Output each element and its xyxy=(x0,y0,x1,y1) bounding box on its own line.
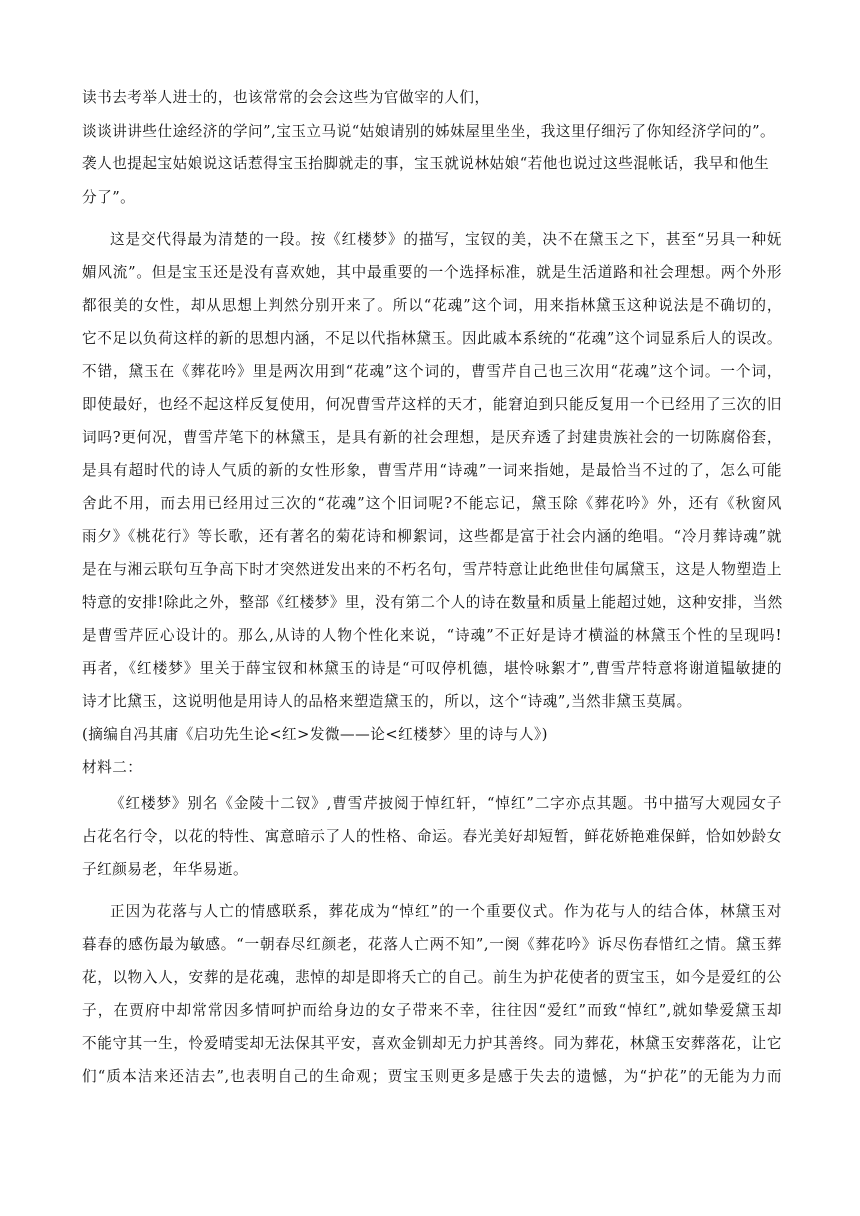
text-line-2: 谈谈讲讲些仕途经济的学问”,宝玉立马说“姑娘请别的姊妹屋里坐坐，我这里仔细污了你知经济学问的”。 xyxy=(82,123,776,140)
text-line-4: 分了”。 xyxy=(82,189,136,206)
text-line-9: 不错，黛玉在《葬花吟》里是两次用到“花魂”这个词的，曹雪芹自己也三次用“花魂”这个词。一个词， xyxy=(82,363,782,380)
section-heading: 材料二： xyxy=(82,759,143,776)
text-line-23: 占花名行令，以花的特性、寓意暗示了人的性格、命运。春光美好却短暂，鲜花娇艳难保鲜，恰如妙龄女 xyxy=(82,828,782,845)
text-line-6: 媚风流”。但是宝玉还是没有喜欢她，其中最重要的一个选择标准，就是生活道路和社会理想。两个外形 xyxy=(82,264,782,281)
text-line-16: 特意的安排!除此之外，整部《红楼梦》里，没有第二个人的诗在数量和质量上能超过她，这种安排，当然 xyxy=(82,594,783,611)
text-line-15: 是在与湘云联句互争高下时才突然迸发出来的不朽名句，雪芹特意让此绝世佳句属黛玉，这是人物塑造上 xyxy=(82,561,782,578)
text-line-19: 诗才比黛玉，这说明他是用诗人的品格来塑造黛玉的，所以，这个“诗魂”,当然非黛玉莫属。 xyxy=(82,693,692,710)
citation-line: (摘编自冯其庸《启功先生论<红>发微——论<红楼梦〉里的诗与人》) xyxy=(82,726,548,743)
text-line-17: 是曹雪芹匠心设计的。那么,从诗的人物个性化来说，“诗魂”不正好是诗才横溢的林黛玉个性的呈现吗! xyxy=(82,627,782,644)
text-line-28: 子，在贾府中却常常因多情呵护而给身边的女子带来不幸，往往因“爱红”而致“悼红”,就如挚爱黛玉却 xyxy=(82,1002,782,1019)
text-line-5: 这是交代得最为清楚的一段。按《红楼梦》的描写，宝钗的美，决不在黛玉之下，甚至“另具一种妩 xyxy=(110,231,782,248)
text-line-1: 读书去考举人进士的，也该常常的会会这些为官做宰的人们， xyxy=(82,89,490,106)
text-line-22: 《红楼梦》别名《金陵十二钗》,曹雪芹披阅于悼红轩，“悼红”二字亦点其题。书中描写大观园女子 xyxy=(110,795,782,812)
text-line-14: 雨夕》《桃花行》等长歌，还有著名的菊花诗和柳絮词，这些都是富于社会内涵的绝唱。“冷月葬诗魂”就 xyxy=(82,528,782,545)
text-line-11: 词吗?更何况，曹雪芹笔下的林黛玉，是具有新的社会理想，是厌弃透了封建贵族社会的一切陈腐俗套， xyxy=(82,429,782,446)
text-line-24: 子红颜易老，年华易逝。 xyxy=(82,861,249,878)
text-line-18: 再者，《红楼梦》里关于薛宝钗和林黛玉的诗是“可叹停机德，堪怜咏絮才”,曹雪芹特意将谢道韫敏捷的 xyxy=(82,660,782,677)
text-line-8: 它不足以负荷这样的新的思想内涵，不足以代指林黛玉。因此戚本系统的“花魂”这个词显系后人的误改。 xyxy=(82,330,782,347)
text-line-3: 袭人也提起宝姑娘说这话惹得宝玉抬脚就走的事，宝玉就说林姑娘“若他也说过这些混帐话，我早和他生 xyxy=(82,155,770,172)
text-line-25: 正因为花落与人亡的情感联系，葬花成为“悼红”的一个重要仪式。作为花与人的结合体，林黛玉对 xyxy=(110,903,782,920)
text-line-26: 暮春的感伤最为敏感。“一朝春尽红颜老，花落人亡两不知”,一阕《葬花吟》诉尽伤春惜红之情。黛玉葬 xyxy=(82,936,782,953)
text-line-29: 不能守其一生，怜爱晴雯却无法保其平安，喜欢金钏却无力护其善终。同为葬花，林黛玉安葬落花，让它 xyxy=(82,1035,782,1052)
text-line-13: 舍此不用，而去用已经用过三次的“花魂”这个旧词呢?不能忘记，黛玉除《葬花吟》外，还有《秋窗风 xyxy=(82,495,782,512)
text-line-12: 是具有超时代的诗人气质的新的女性形象，曹雪芹用“诗魂”一词来指她，是最恰当不过的了，怎么可能 xyxy=(82,462,782,479)
text-line-10: 即使最好，也经不起这样反复使用，何况曹雪芹这样的天才，能窘迫到只能反复用一个已经用了三次的旧 xyxy=(82,396,782,413)
text-line-30: 们“质本洁来还洁去”,也表明自己的生命观；贾宝玉则更多是感于失去的遗憾，为“护花”的无能为力而 xyxy=(82,1068,782,1085)
text-line-7: 都很美的女性，却从思想上判然分别开来了。所以“花魂”这个词，用来指林黛玉这种说法是不确切的， xyxy=(82,297,782,314)
text-line-27: 花，以物入人，安葬的是花魂，悲悼的却是即将夭亡的自己。前生为护花使者的贾宝玉，如今是爱红的公 xyxy=(82,969,782,986)
